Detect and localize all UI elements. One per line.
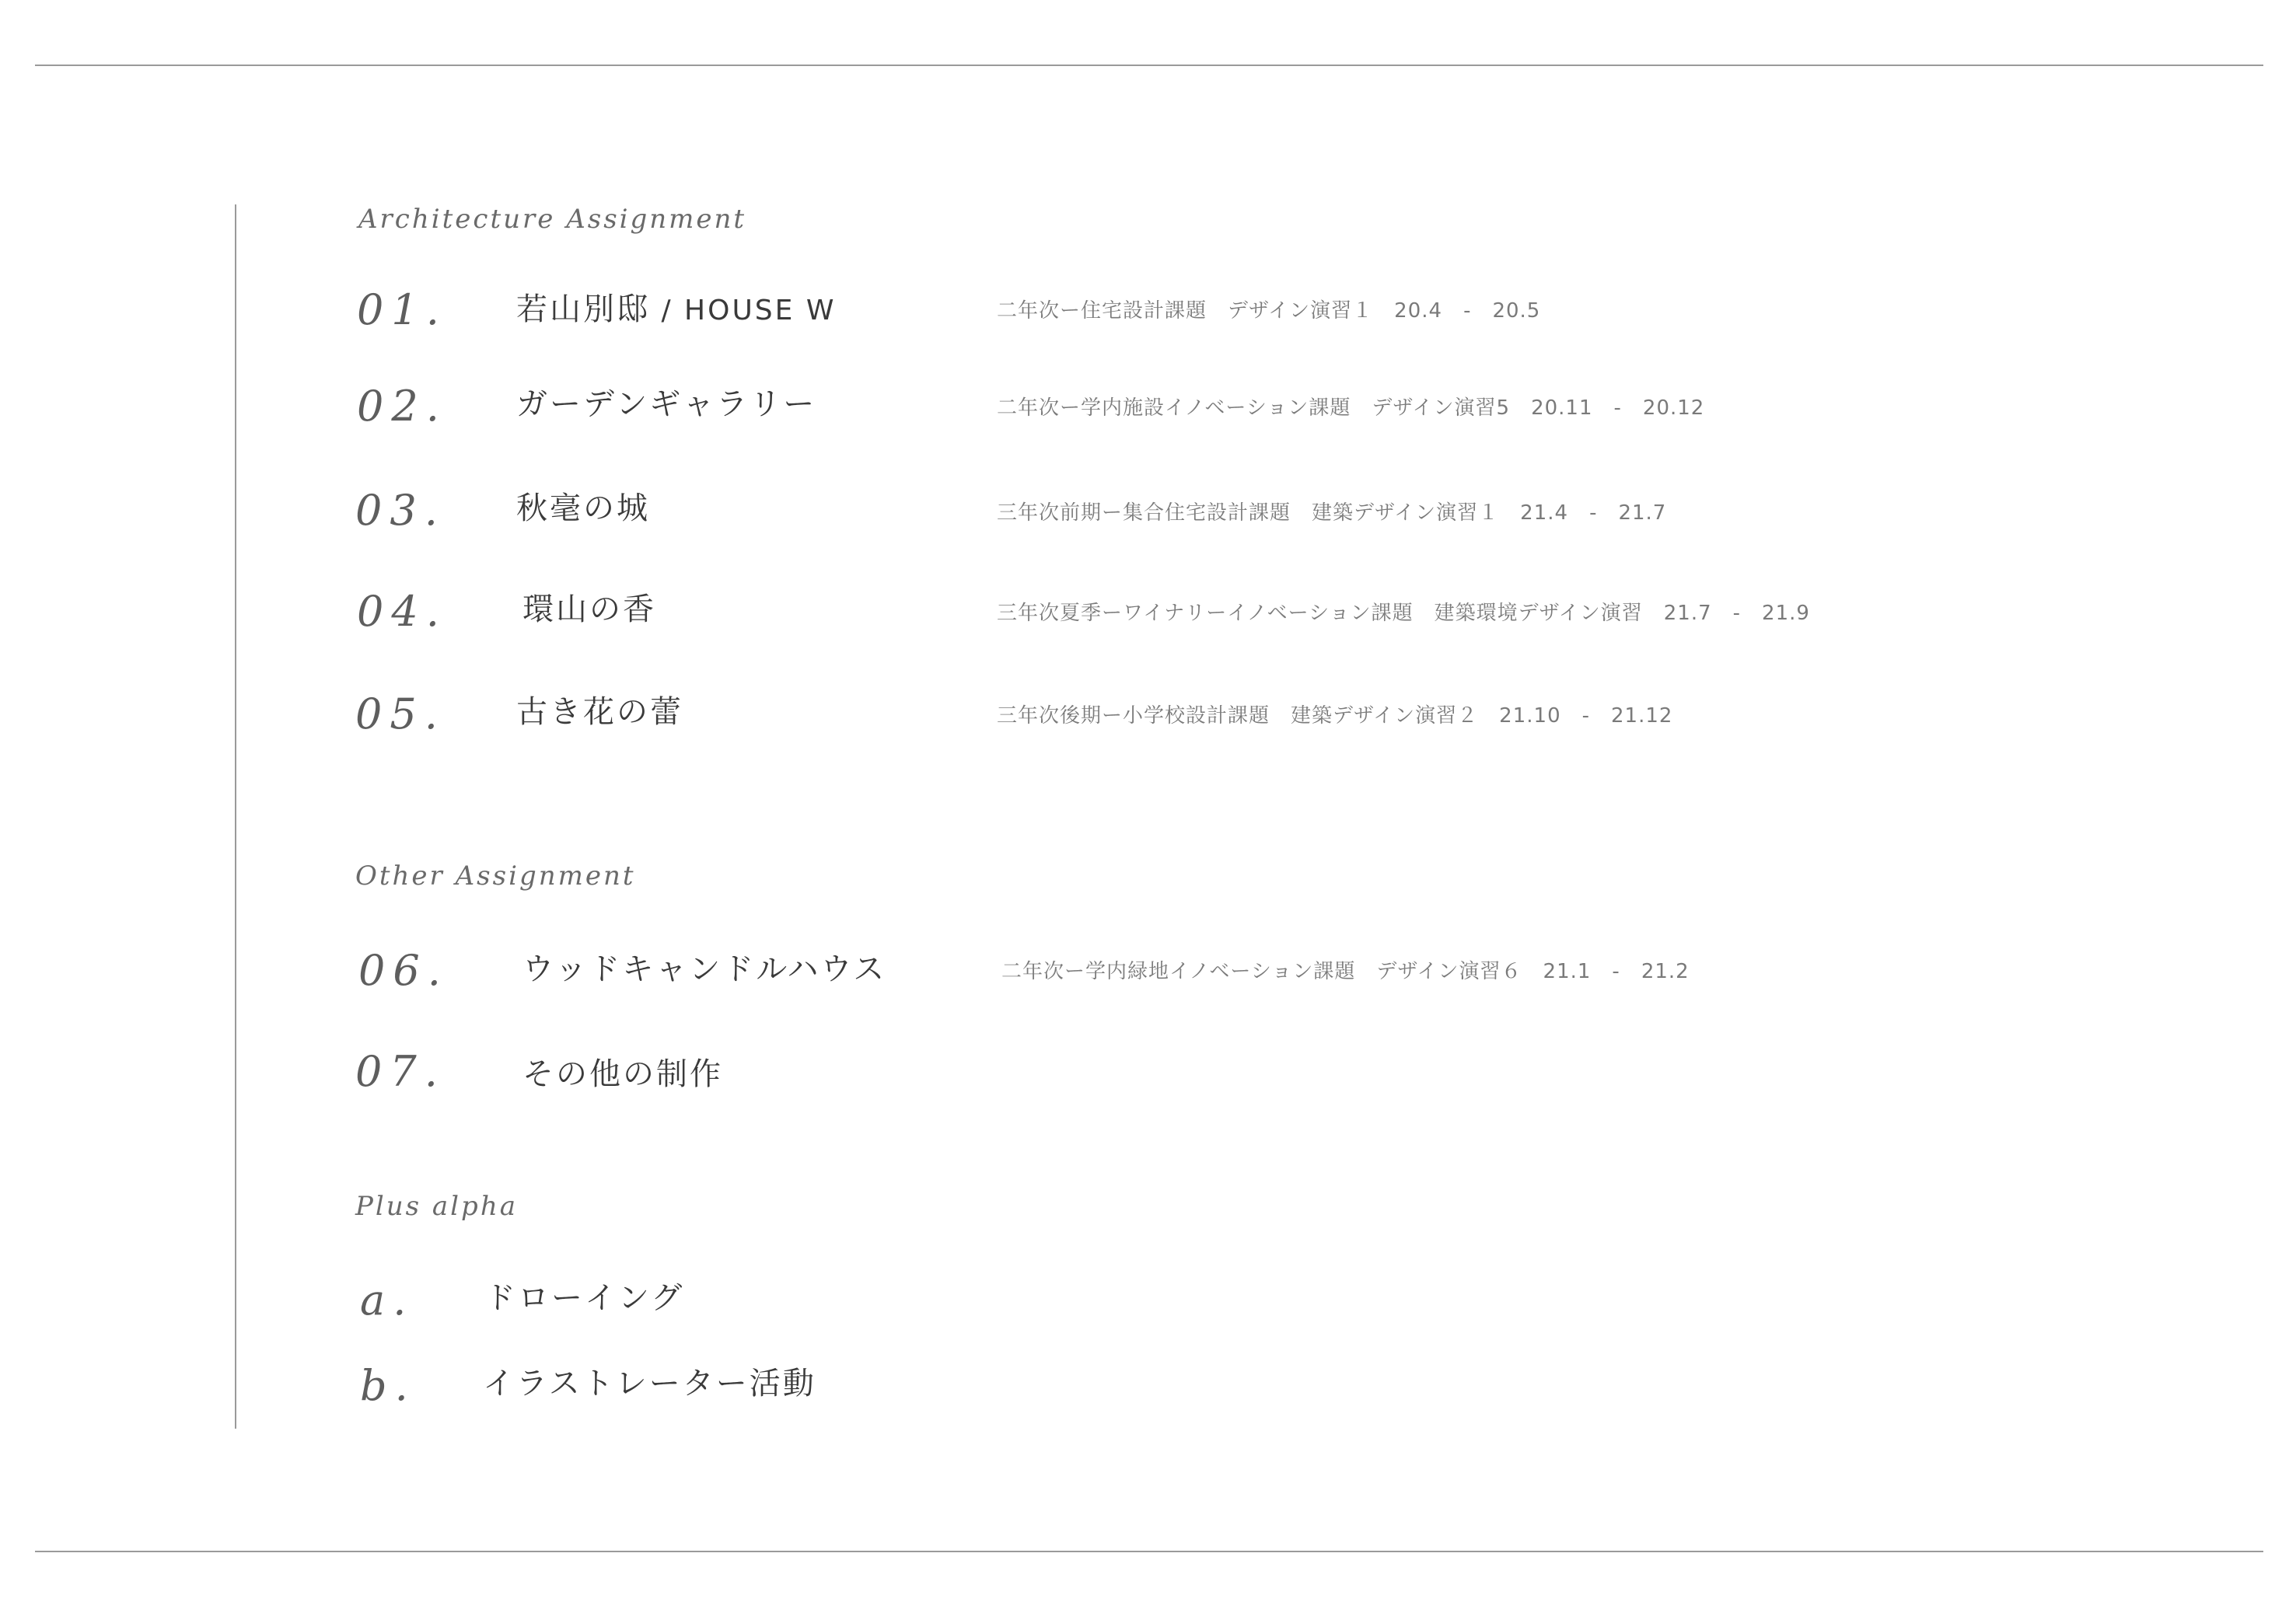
item-number: a. xyxy=(360,1276,414,1325)
item-description: 二年次ー住宅設計課題 デザイン演習１ 20.4 - 20.5 xyxy=(997,299,1541,323)
item-description: 三年次後期ー小学校設計課題 建築デザイン演習２ 21.10 - 21.12 xyxy=(997,704,1673,728)
item-number: 03. xyxy=(355,486,446,535)
item-title: ウッドキャンドルハウス xyxy=(522,951,887,987)
item-description: 二年次ー学内緑地イノベーション課題 デザイン演習６ 21.1 - 21.2 xyxy=(1001,960,1690,983)
item-title: ガーデンギャラリー xyxy=(516,386,817,422)
item-title xyxy=(516,291,837,327)
item-number: 06. xyxy=(358,946,449,995)
item-description: 三年次夏季ーワイナリーイノベーション課題 建築環境デザイン演習 21.7 - 21.9 xyxy=(997,602,1810,625)
top-divider xyxy=(35,65,2263,66)
item-number: 05. xyxy=(355,689,446,738)
item-number: b. xyxy=(360,1361,416,1410)
item-title: ドローイング xyxy=(484,1280,685,1316)
bottom-divider xyxy=(35,1551,2263,1552)
item-title-en: HOUSE W xyxy=(684,295,837,326)
item-number: 01. xyxy=(357,285,447,334)
item-title: イラストレーター活動 xyxy=(483,1366,816,1401)
item-title: その他の制作 xyxy=(522,1056,723,1092)
item-title-ja: 若山別邸 xyxy=(516,291,650,327)
item-title: 古き花の蕾 xyxy=(516,694,683,730)
item-title: 環山の香 xyxy=(522,592,656,627)
item-title-separator: / xyxy=(661,295,673,326)
section-title-architecture: Architecture Assignment xyxy=(358,204,747,235)
item-title: 秋毫の城 xyxy=(516,490,650,526)
vertical-divider xyxy=(235,204,236,1429)
item-number: 02. xyxy=(357,382,447,431)
item-number: 07. xyxy=(355,1047,446,1096)
item-description: 三年次前期ー集合住宅設計課題 建築デザイン演習１ 21.4 - 21.7 xyxy=(997,501,1667,525)
item-number: 04. xyxy=(357,587,447,636)
section-title-plus-alpha: Plus alpha xyxy=(355,1191,518,1222)
section-title-other: Other Assignment xyxy=(355,860,636,892)
item-description: 二年次ー学内施設イノベーション課題 デザイン演習5 20.11 - 20.12 xyxy=(997,396,1705,420)
